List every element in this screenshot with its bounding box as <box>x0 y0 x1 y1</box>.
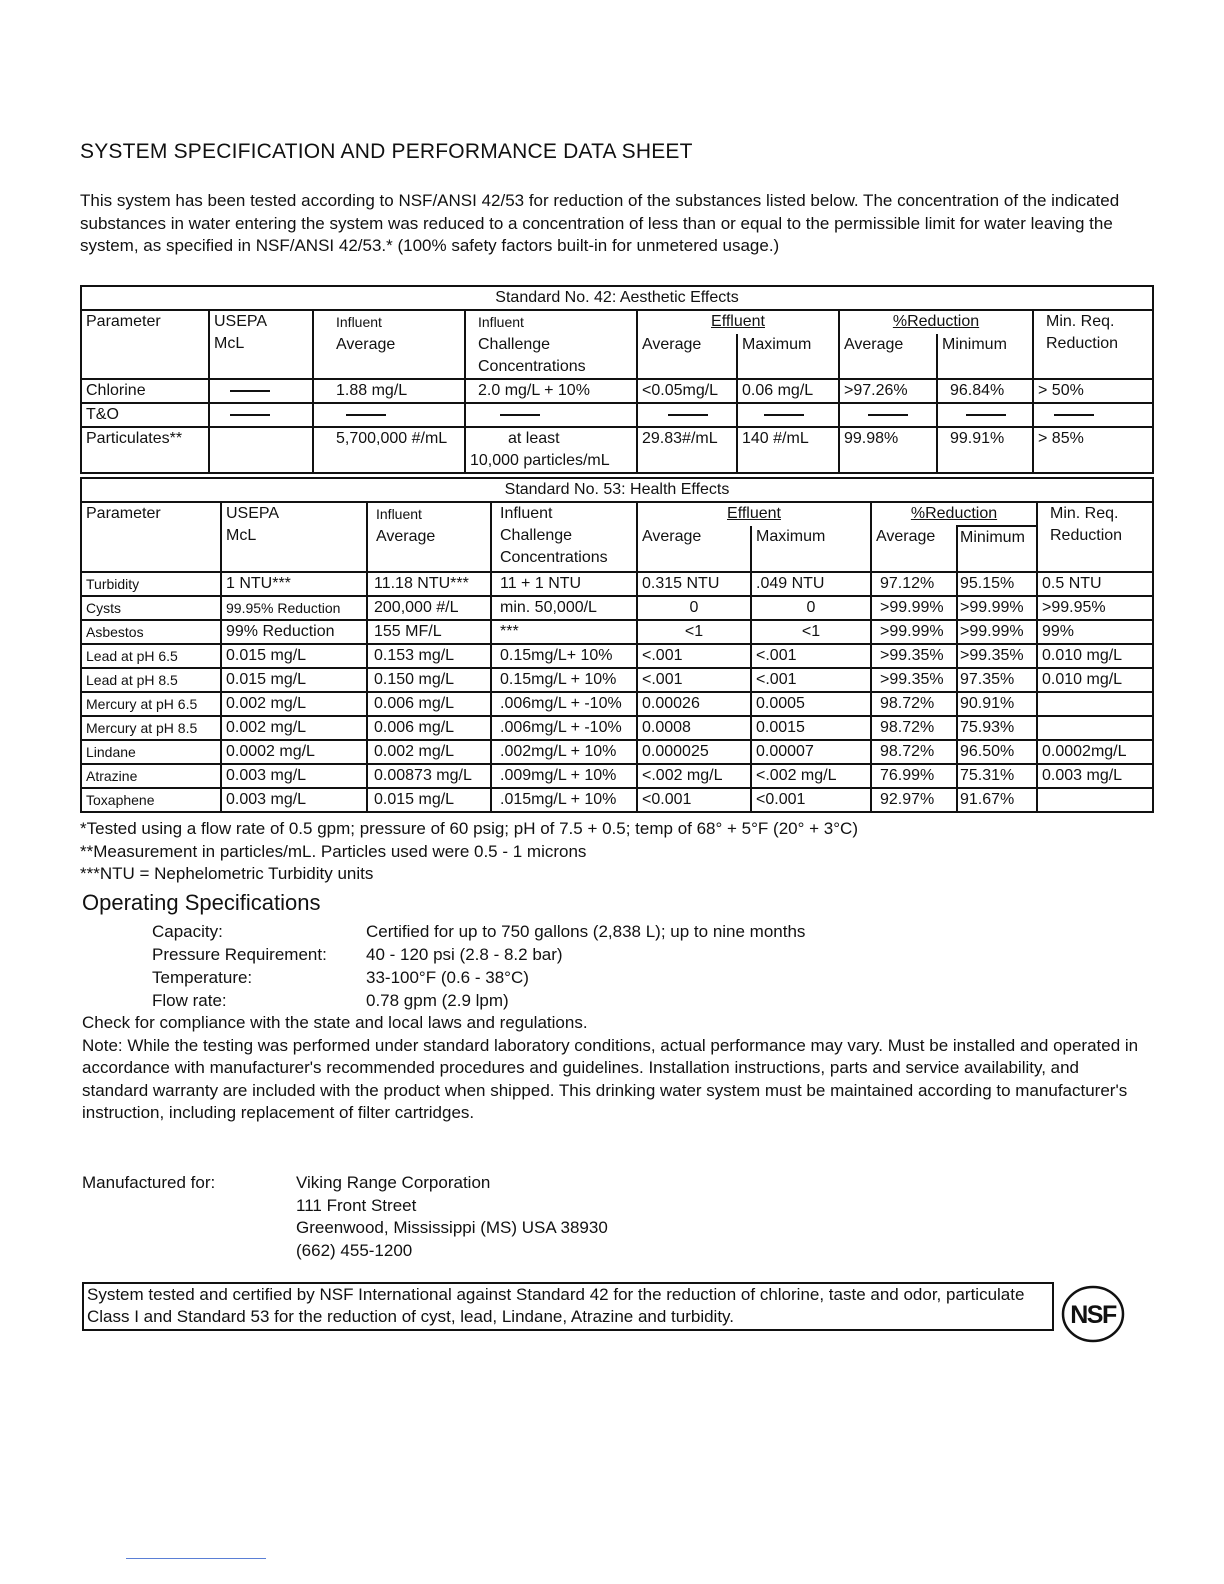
header-red-minimum: Minimum <box>957 526 1037 572</box>
cell-red-avg: 92.97% <box>871 788 957 812</box>
cell-eff-max: 0.00007 <box>751 740 871 764</box>
manufacturer-phone: (662) 455-1200 <box>296 1240 413 1260</box>
intro-paragraph: This system has been tested according to NSF/ANSI 42/53 for reduction of the substances listed below. The concentration of the indicated substances in water entering the system was reduced to a concentration of less than or equal to the permissible limit for water leaving the system, as specified in NSF/ANSI 42/53.* (100% safety factors built-in for unmetered usage.) <box>80 191 1120 255</box>
cell-min-req <box>1037 716 1153 740</box>
header-parameter: Parameter <box>81 502 221 572</box>
cell-influent: 155 MF/L <box>367 620 491 644</box>
header-parameter: Parameter <box>81 310 209 379</box>
cell-min-req: 0.010 mg/L <box>1037 668 1153 692</box>
cell-usepa <box>209 427 313 473</box>
cell-challenge: 11 + 1 NTU <box>491 572 637 596</box>
cell-param: Lindane <box>81 740 221 764</box>
cell-param: Particulates** <box>81 427 209 473</box>
spec-row <box>152 966 805 989</box>
table-caption: Standard No. 42: Aesthetic Effects <box>81 286 1153 310</box>
cell-red-min: 97.35% <box>957 668 1037 692</box>
header-usepa: USEPA McL <box>209 310 313 379</box>
header-challenge: Influent Challenge Concentrations <box>491 502 637 572</box>
table-row <box>81 740 1153 764</box>
cell-eff-avg: 0.0008 <box>637 716 751 740</box>
cell-red-avg <box>839 403 937 427</box>
cell-usepa: 99.95% Reduction <box>221 596 367 620</box>
cell-eff-max: <.002 mg/L <box>751 764 871 788</box>
header-challenge: Influent Challenge Concentrations <box>465 310 637 379</box>
cell-eff-avg: <.001 <box>637 644 751 668</box>
cell-param: Toxaphene <box>81 788 221 812</box>
header-reduction: %Reduction <box>871 502 1037 526</box>
operating-specifications-list <box>152 920 805 1012</box>
footnote: *Tested using a flow rate of 0.5 gpm; pressure of 60 psig; pH of 7.5 + 0.5; temp of 68° + 5°F (20° + 3°C) <box>80 819 858 838</box>
spec-value: Certified for up to 750 gallons (2,838 L); up to nine months <box>366 922 806 941</box>
cell-min-req: > 50% <box>1033 379 1153 403</box>
cell-eff-avg: 0.00026 <box>637 692 751 716</box>
cell-eff-avg: <0.001 <box>637 788 751 812</box>
header-min-req: Min. Req. Reduction <box>1037 502 1153 572</box>
cell-red-avg: 76.99% <box>871 764 957 788</box>
cell-challenge: min. 50,000/L <box>491 596 637 620</box>
dash-mark <box>966 414 1006 416</box>
dash-mark <box>230 390 270 392</box>
table-row <box>81 596 1153 620</box>
cell-influent: 0.150 mg/L <box>367 668 491 692</box>
cell-param: Lead at pH 6.5 <box>81 644 221 668</box>
table-row <box>81 788 1153 812</box>
cell-param: Chlorine <box>81 379 209 403</box>
cell-min-req: > 85% <box>1033 427 1153 473</box>
cell-red-min: >99.35% <box>957 644 1037 668</box>
cell-eff-max: <.001 <box>751 668 871 692</box>
header-usepa: USEPA McL <box>221 502 367 572</box>
header-reduction: %Reduction <box>839 310 1033 334</box>
cell-red-avg: >97.26% <box>839 379 937 403</box>
dash-mark <box>500 414 540 416</box>
spec-key: Capacity: <box>152 922 223 941</box>
cell-challenge: .006mg/L + -10% <box>491 692 637 716</box>
manufacturer-block <box>82 1172 608 1262</box>
cell-challenge: 0.15mg/L+ 10% <box>491 644 637 668</box>
cell-usepa: 1 NTU*** <box>221 572 367 596</box>
nsf-logo-text: NSF <box>1070 1301 1116 1329</box>
cell-red-min: 90.91% <box>957 692 1037 716</box>
cell-usepa: 0.015 mg/L <box>221 668 367 692</box>
table-row <box>81 379 1153 403</box>
header-eff-maximum: Maximum <box>751 526 871 572</box>
cell-influent: 0.006 mg/L <box>367 692 491 716</box>
cell-influent: 0.153 mg/L <box>367 644 491 668</box>
dash-mark <box>764 414 804 416</box>
cell-min-req <box>1033 403 1153 427</box>
header-effluent: Effluent <box>637 310 839 334</box>
dash-mark <box>668 414 708 416</box>
cell-usepa <box>209 403 313 427</box>
cell-red-avg: >99.35% <box>871 668 957 692</box>
certification-box: System tested and certified by NSF International against Standard 42 for the reduction of chlorine, taste and odor, particulate Class I and Standard 53 for the reduction of cyst, lead, Lindane, Atrazine and turbidity. <box>82 1282 1054 1331</box>
standard-53-table <box>80 477 1154 813</box>
compliance-text: Check for compliance with the state and local laws and regulations. <box>82 1013 588 1032</box>
manufacturer-label: Manufactured for: <box>82 1173 216 1192</box>
cell-eff-max: 140 #/mL <box>737 427 839 473</box>
cell-usepa: 99% Reduction <box>221 620 367 644</box>
header-influent-average: Influent Average <box>367 502 491 572</box>
cell-eff-avg: <.001 <box>637 668 751 692</box>
cell-influent: 11.18 NTU*** <box>367 572 491 596</box>
cell-min-req: 0.003 mg/L <box>1037 764 1153 788</box>
cell-red-min: >99.99% <box>957 596 1037 620</box>
cell-influent: 0.006 mg/L <box>367 716 491 740</box>
spec-row <box>152 920 805 943</box>
cell-red-min: 91.67% <box>957 788 1037 812</box>
cell-red-min: 75.93% <box>957 716 1037 740</box>
header-eff-maximum: Maximum <box>737 334 839 379</box>
spec-key: Temperature: <box>152 968 253 987</box>
cell-red-avg: 98.72% <box>871 716 957 740</box>
divider-line <box>126 1558 266 1559</box>
cell-usepa: 0.003 mg/L <box>221 764 367 788</box>
cell-challenge <box>465 403 637 427</box>
standard-42-table <box>80 285 1154 474</box>
dash-mark <box>868 414 908 416</box>
cell-red-avg: >99.99% <box>871 620 957 644</box>
cell-red-min: 96.50% <box>957 740 1037 764</box>
cell-eff-max: <1 <box>751 620 871 644</box>
cell-red-min: 75.31% <box>957 764 1037 788</box>
spec-key: Pressure Requirement: <box>152 945 327 964</box>
cell-eff-max: 0.06 mg/L <box>737 379 839 403</box>
cell-param: T&O <box>81 403 209 427</box>
cell-eff-max <box>737 403 839 427</box>
table-row <box>81 427 1153 473</box>
cell-eff-max: <.001 <box>751 644 871 668</box>
spec-value: 0.78 gpm (2.9 lpm) <box>366 991 509 1010</box>
footnote: ***NTU = Nephelometric Turbidity units <box>80 864 374 883</box>
header-eff-average: Average <box>637 334 737 379</box>
cell-param: Mercury at pH 6.5 <box>81 692 221 716</box>
cell-min-req: 99% <box>1037 620 1153 644</box>
cell-min-req <box>1037 788 1153 812</box>
cell-influent: 200,000 #/L <box>367 596 491 620</box>
cell-eff-avg: 29.83#/mL <box>637 427 737 473</box>
nsf-logo <box>1060 1284 1126 1344</box>
cell-min-req <box>1037 692 1153 716</box>
cell-red-min: >99.99% <box>957 620 1037 644</box>
table-row <box>81 620 1153 644</box>
cell-challenge: 0.15mg/L + 10% <box>491 668 637 692</box>
operating-specifications-title: Operating Specifications <box>82 890 321 915</box>
header-red-average: Average <box>871 526 957 572</box>
table-row <box>81 644 1153 668</box>
cell-usepa: 0.003 mg/L <box>221 788 367 812</box>
header-min-req: Min. Req. Reduction <box>1033 310 1153 379</box>
table-row <box>81 716 1153 740</box>
cell-eff-avg: <0.05mg/L <box>637 379 737 403</box>
cell-challenge: at least 10,000 particles/mL <box>465 427 637 473</box>
cell-red-avg: 99.98% <box>839 427 937 473</box>
cell-challenge: .006mg/L + -10% <box>491 716 637 740</box>
manufacturer-street: 111 Front Street <box>296 1195 417 1215</box>
cell-red-avg: >99.35% <box>871 644 957 668</box>
table-row <box>81 403 1153 427</box>
cell-eff-max: <0.001 <box>751 788 871 812</box>
cell-challenge: .015mg/L + 10% <box>491 788 637 812</box>
cell-usepa: 0.002 mg/L <box>221 692 367 716</box>
cell-usepa: 0.002 mg/L <box>221 716 367 740</box>
cell-red-min: 95.15% <box>957 572 1037 596</box>
spec-row <box>152 943 805 966</box>
cell-usepa: 0.015 mg/L <box>221 644 367 668</box>
cell-eff-avg: 0 <box>637 596 751 620</box>
cell-param: Mercury at pH 8.5 <box>81 716 221 740</box>
cell-eff-avg: 0.000025 <box>637 740 751 764</box>
header-influent-average: Influent Average <box>313 310 465 379</box>
cell-influent: 1.88 mg/L <box>313 379 465 403</box>
cell-influent: 5,700,000 #/mL <box>313 427 465 473</box>
cell-eff-max: 0 <box>751 596 871 620</box>
footnotes <box>80 818 858 886</box>
spec-value: 33-100°F (0.6 - 38°C) <box>366 968 529 987</box>
cell-eff-avg: <.002 mg/L <box>637 764 751 788</box>
cell-min-req: >99.95% <box>1037 596 1153 620</box>
cell-param: Cysts <box>81 596 221 620</box>
cell-red-avg: 98.72% <box>871 692 957 716</box>
cell-challenge: *** <box>491 620 637 644</box>
cell-influent: 0.015 mg/L <box>367 788 491 812</box>
cell-eff-avg: <1 <box>637 620 751 644</box>
spec-row <box>152 989 805 1012</box>
cell-influent: 0.002 mg/L <box>367 740 491 764</box>
notes-block <box>82 1012 1146 1125</box>
header-eff-average: Average <box>637 526 751 572</box>
header-effluent: Effluent <box>637 502 871 526</box>
cell-min-req: 0.010 mg/L <box>1037 644 1153 668</box>
table-row <box>81 668 1153 692</box>
cell-eff-max: 0.0015 <box>751 716 871 740</box>
cell-challenge: .009mg/L + 10% <box>491 764 637 788</box>
page-title: SYSTEM SPECIFICATION AND PERFORMANCE DATA SHEET <box>80 140 693 163</box>
cell-red-avg: >99.99% <box>871 596 957 620</box>
cell-min-req: 0.5 NTU <box>1037 572 1153 596</box>
header-red-minimum: Minimum <box>937 334 1033 379</box>
cell-red-min <box>937 403 1033 427</box>
cell-eff-max: .049 NTU <box>751 572 871 596</box>
table-row <box>81 692 1153 716</box>
cell-param: Atrazine <box>81 764 221 788</box>
table-row <box>81 764 1153 788</box>
cell-min-req: 0.0002mg/L <box>1037 740 1153 764</box>
cell-param: Turbidity <box>81 572 221 596</box>
footnote: **Measurement in particles/mL. Particles used were 0.5 - 1 microns <box>80 841 587 861</box>
cell-red-min: 99.91% <box>937 427 1033 473</box>
manufacturer-address <box>296 1172 608 1262</box>
cell-influent: 0.00873 mg/L <box>367 764 491 788</box>
cell-red-min: 96.84% <box>937 379 1033 403</box>
dash-mark <box>346 414 386 416</box>
manufacturer-city: Greenwood, Mississippi (MS) USA 38930 <box>296 1218 608 1237</box>
cell-influent <box>313 403 465 427</box>
cell-param: Asbestos <box>81 620 221 644</box>
cell-challenge: 2.0 mg/L + 10% <box>465 379 637 403</box>
spec-value: 40 - 120 psi (2.8 - 8.2 bar) <box>366 945 563 964</box>
cell-red-avg: 98.72% <box>871 740 957 764</box>
dash-mark <box>230 414 270 416</box>
dash-mark <box>1054 414 1094 416</box>
cell-param: Lead at pH 8.5 <box>81 668 221 692</box>
table-caption: Standard No. 53: Health Effects <box>81 478 1153 502</box>
cell-eff-max: 0.0005 <box>751 692 871 716</box>
cell-eff-avg <box>637 403 737 427</box>
cell-usepa <box>209 379 313 403</box>
note-text: Note: While the testing was performed under standard laboratory conditions, actual performance may vary. Must be installed and operated in accordance with manufacturer's recommended procedures and guidelines. Installation instructions, parts and service availability, and standard warranty are included with the product when shipped. This drinking water system must be maintained according to manufacturer's instruction, including replacement of filter cartridges. <box>82 1035 1139 1122</box>
cell-usepa: 0.0002 mg/L <box>221 740 367 764</box>
cell-challenge: .002mg/L + 10% <box>491 740 637 764</box>
manufacturer-name: Viking Range Corporation <box>296 1173 491 1192</box>
header-red-average: Average <box>839 334 937 379</box>
cell-red-avg: 97.12% <box>871 572 957 596</box>
table-row <box>81 572 1153 596</box>
spec-key: Flow rate: <box>152 991 227 1010</box>
cell-eff-avg: 0.315 NTU <box>637 572 751 596</box>
